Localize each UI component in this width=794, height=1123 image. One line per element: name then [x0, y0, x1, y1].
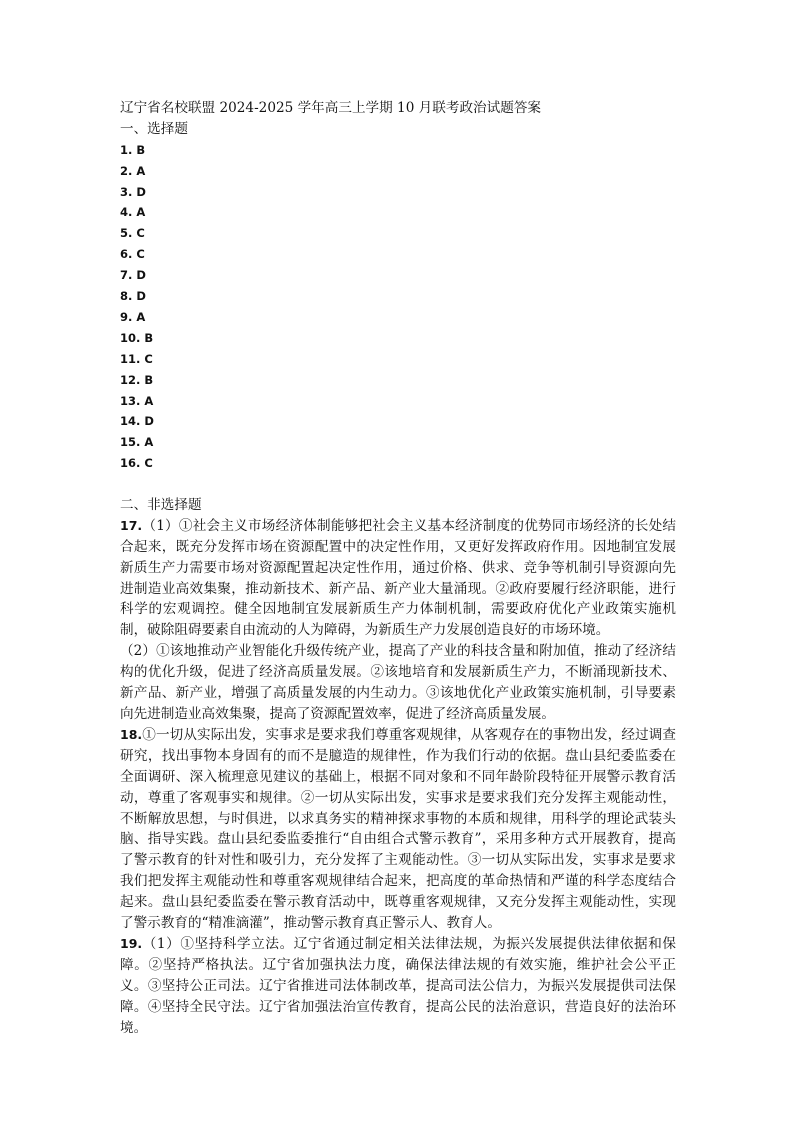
question-number-19: 19.: [120, 935, 143, 951]
answer-17-part-1: [120, 516, 676, 641]
choice-answer: 12. B: [120, 372, 154, 387]
choice-answer: 9. A: [120, 309, 146, 324]
choice-answer: 10. B: [120, 330, 154, 345]
choice-answer: 6. C: [120, 247, 145, 262]
section-heading-non-choice: 二、非选择题: [120, 496, 202, 513]
choice-answer: 4. A: [120, 205, 146, 220]
answer-19-part-1-text: （1）①坚持科学立法。辽宁省通过制定相关法律法规，为振兴发展提供法律依据和保障。②坚持严格执法。辽宁省加强执法力度，确保法律法规的有效实施，维护社会公平正义。③坚持公正司法。辽宁省推进司法体制改革，提高司法公信力，为振兴发展提供司法保障。④坚持全民守法。辽宁省加强法治宣传教育，提高公民的法治意识，营造良好的法治环境。: [120, 935, 676, 1036]
document-title: 辽宁省名校联盟 2024-2025 学年高三上学期 10 月联考政治试题答案: [120, 100, 542, 116]
choice-answer: 16. C: [120, 456, 153, 471]
question-number-18: 18.: [120, 726, 143, 742]
choice-answer: 13. A: [120, 393, 154, 408]
choice-answer: 14. D: [120, 414, 154, 429]
choice-answer: 5. C: [120, 226, 145, 241]
choice-answer: 11. C: [120, 351, 153, 366]
answer-17-part-2-text: （2）①该地推动产业智能化升级传统产业，提高了产业的科技含量和附加值，推动了经济结构的优化升级，促进了经济高质量发展。②该地培育和发展新质生产力，不断涌现新技术、新产品、新产业，增强了高质量发展的内生动力。③该地优化产业政策实施机制，引导要素向先进制造业高效集聚，提高了资源配置效率，促进了经济高质量发展。: [120, 643, 676, 723]
choice-answer: 15. A: [120, 435, 154, 450]
answer-19-part-1: [120, 934, 676, 1039]
section-heading-multiple-choice: 一、选择题: [120, 120, 188, 137]
choice-answer: 2. A: [120, 163, 146, 178]
question-number-17: 17.: [120, 517, 143, 533]
answer-18-text: ①一切从实际出发，实事求是要求我们尊重客观规律，从客观存在的事物出发，经过调查研究，找出事物本身固有的而不是臆造的规律性，作为我们行动的依据。盘山县纪委监委在全面调研、深入梳理意见建议的基础上，根据不同对象和不同年龄阶段特征开展警示教育活动，尊重了客观事实和规律。②一切从实际出发，实事求是要求我们充分发挥主观能动性，不断解放思想，与时俱进，以求真务实的精神探求事物的本质和规律，用科学的理论武装头脑、指导实践。盘山县纪委监委推行“自由组合式警示教育”，采用多种方式开展教育，提高了警示教育的针对性和吸引力，充分发挥了主观能动性。③一切从实际出发，实事求是要求我们把发挥主观能动性和尊重客观规律结合起来，把高度的革命热情和严谨的科学态度结合起来。盘山县纪委监委在警示教育活动中，既尊重客观规律，又充分发挥主观能动性，实现了警示教育的“精准滴灌”，推动警示教育真正警示人、教育人。: [120, 726, 676, 932]
answer-17-part-2: [120, 641, 676, 725]
choice-answer: 1. B: [120, 142, 146, 157]
choice-answer: 8. D: [120, 289, 146, 304]
blank-line: [120, 474, 676, 495]
answer-18: [120, 725, 676, 934]
answer-document: [120, 98, 676, 1039]
choice-answer: 7. D: [120, 268, 146, 283]
choice-answer: 3. D: [120, 184, 146, 199]
multiple-choice-answer-list: [120, 140, 676, 474]
answer-17-part-1-text: （1）①社会主义市场经济体制能够把社会主义基本经济制度的优势同市场经济的长处结合起来，既充分发挥市场在资源配置中的决定性作用，又更好发挥政府作用。因地制宜发展新质生产力需要市场对资源配置起决定性作用，通过价格、供求、竞争等机制引导资源向先进制造业高效集聚，推动新技术、新产品、新产业大量涌现。②政府要履行经济职能，进行科学的宏观调控。健全因地制宜发展新质生产力体制机制，需要政府优化产业政策实施机制，破除阻碍要素自由流动的人为障碍，为新质生产力发展创造良好的市场环境。: [120, 517, 676, 639]
